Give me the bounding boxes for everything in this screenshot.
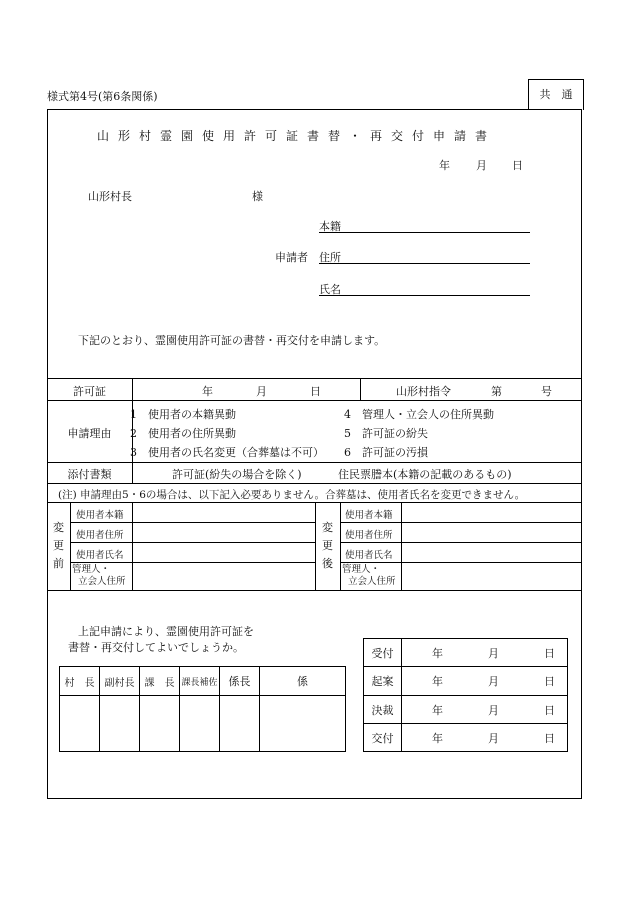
approval-header: 村 長: [60, 667, 100, 696]
approval-text: 上記申請により、霊園使用許可証を 書替・再交付してよいでしょうか。: [68, 625, 254, 654]
permit-label: 許可証: [73, 385, 106, 398]
before-row-4: 管理人・ 立会人住所: [72, 564, 126, 587]
form-id: 様式第4号(第6条関係): [47, 90, 158, 103]
shared-label: 共 通: [539, 88, 573, 101]
after-row-4: 管理人・ 立会人住所: [342, 564, 396, 587]
body-text: 下記のとおり、霊園使用許可証の書替・再交付を申請します。: [78, 334, 386, 347]
date-month: 月: [476, 159, 487, 172]
form-title: 山形村霊園使用許可証書替・再交付申請書: [97, 129, 497, 143]
after-label: 変 更 後: [322, 521, 333, 570]
name-field[interactable]: [319, 281, 530, 296]
reason-item: 1 使用者の本籍異動: [130, 408, 236, 421]
attachment-item-1: 許可証(紛失の場合を除く): [172, 468, 302, 481]
approval-header: 課長補佐: [180, 667, 220, 696]
note-text: (注) 申請理由5・6の場合は、以下記入必要ありません。合葬墓は、使用者氏名を変更できません。: [58, 489, 526, 501]
reason-label: 申請理由: [67, 427, 112, 440]
before-label: 変 更 前: [53, 521, 64, 570]
record-row: 受付 年 月 日: [364, 639, 568, 667]
reason-item: 3 使用者の氏名変更（合葬墓は不可）: [130, 446, 324, 459]
approval-stamp-cell[interactable]: [140, 696, 180, 752]
reason-item: 4 管理人・立会人の住所異動: [344, 408, 494, 421]
record-row: 決裁 年 月 日: [364, 696, 568, 724]
before-row-2: 使用者住所: [76, 530, 124, 541]
reason-item: 2 使用者の住所異動: [130, 427, 236, 440]
reason-item: 6 許可証の汚損: [344, 446, 428, 459]
permit-month: 月: [256, 385, 267, 398]
approval-stamp-cell[interactable]: [260, 696, 346, 752]
approval-header: 副村長: [100, 667, 140, 696]
honseki-field[interactable]: [319, 218, 530, 233]
date-day: 日: [512, 159, 523, 172]
name-label: 氏名: [319, 283, 341, 296]
record-row: 起案 年 月 日: [364, 667, 568, 696]
approval-stamp-cell[interactable]: [60, 696, 100, 752]
permit-year: 年: [202, 385, 213, 398]
approval-table: [59, 666, 346, 752]
approval-header: 係長: [220, 667, 260, 696]
approval-stamp-cell[interactable]: [180, 696, 220, 752]
reason-right-list: [344, 405, 494, 462]
approval-stamp-cell[interactable]: [100, 696, 140, 752]
permit-day: 日: [310, 385, 321, 398]
date-year: 年: [439, 159, 450, 172]
before-row-3: 使用者氏名: [76, 550, 124, 561]
permit-directive: 山形村指令: [396, 385, 451, 398]
after-row-2: 使用者住所: [345, 530, 393, 541]
after-row-1: 使用者本籍: [345, 510, 393, 521]
record-row: 交付 年 月 日: [364, 724, 568, 752]
addressee-honorific: 様: [252, 190, 263, 203]
attachments-label: 添付書類: [67, 468, 112, 481]
attachment-item-2: 住民票謄本(本籍の記載のあるもの): [338, 468, 512, 481]
honseki-label: 本籍: [319, 220, 341, 233]
before-row-1: 使用者本籍: [76, 510, 124, 521]
permit-dai: 第: [491, 385, 502, 398]
address-label: 住所: [319, 251, 341, 264]
address-field[interactable]: [319, 249, 530, 264]
approval-stamp-cell[interactable]: [220, 696, 260, 752]
approval-header: 係: [260, 667, 346, 696]
applicant-label: 申請者: [275, 251, 308, 264]
addressee-name: 山形村長: [88, 190, 132, 203]
permit-go: 号: [541, 385, 552, 398]
reason-left-list: [130, 405, 324, 462]
reason-item: 5 許可証の紛失: [344, 427, 428, 440]
approval-header: 課 長: [140, 667, 180, 696]
after-row-3: 使用者氏名: [345, 550, 393, 561]
shared-box: [528, 79, 584, 110]
record-table: [363, 638, 568, 752]
